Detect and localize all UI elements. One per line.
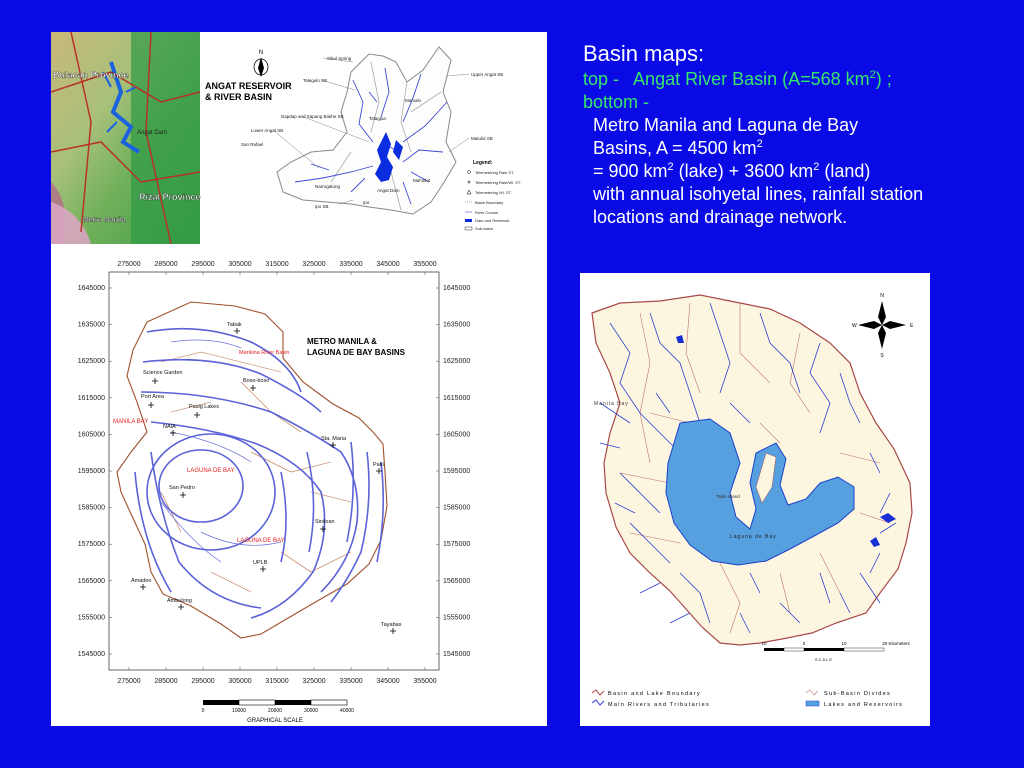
- angat-label-lower: Lower Angat SB: [251, 128, 284, 133]
- y-tick-right-2: 1625000: [443, 358, 471, 366]
- y-tick-left-7: 1575000: [77, 541, 105, 549]
- svg-text:W: W: [852, 323, 857, 329]
- bulacan-label: Bulacan Province: [53, 70, 129, 80]
- x-tick-top-2: 295000: [191, 261, 215, 268]
- svg-text:Basin and Lake Boundary: Basin and Lake Boundary: [608, 691, 701, 697]
- angat-location-photo: [51, 32, 201, 244]
- marikina-basin-label: Marikina River Basin: [239, 350, 290, 356]
- y-tick-right-9: 1555000: [443, 614, 471, 622]
- angat-label-angatdam: Angat Dam: [377, 188, 400, 193]
- manila-bay-label: MANILA BAY: [113, 419, 149, 425]
- svg-text:Port Area: Port Area: [141, 394, 164, 400]
- angat-legend: [465, 160, 521, 231]
- y-tick-left-6: 1585000: [77, 504, 105, 512]
- x-tick-bottom-4: 315000: [265, 678, 289, 685]
- angat-label-mahinlot: Mahinlot: [413, 178, 431, 183]
- svg-text:Lakes and Reservoirs: Lakes and Reservoirs: [824, 702, 904, 708]
- y-tick-right-6: 1585000: [443, 504, 471, 512]
- svg-text:Main Rivers and Tributaries: Main Rivers and Tributaries: [608, 702, 711, 708]
- svg-text:Paki: Paki: [373, 462, 384, 468]
- y-tick-left-8: 1565000: [77, 577, 105, 585]
- x-tick-labels-top: [117, 261, 436, 268]
- angat-label-matulid: Matulid SB: [471, 136, 493, 141]
- left-maps-svg: [51, 32, 547, 726]
- svg-text:10: 10: [841, 641, 847, 646]
- y-tick-left-9: 1555000: [77, 614, 105, 622]
- caption-bottom-prefix: bottom -: [583, 92, 650, 112]
- y-tick-left-4: 1605000: [77, 431, 105, 439]
- angat-title-1: ANGAT RESERVOIR: [205, 81, 292, 91]
- drainage-map-panel: [580, 273, 930, 726]
- svg-text:Sub-Basin Divides: Sub-Basin Divides: [824, 691, 892, 697]
- x-tick-top-0: 275000: [117, 261, 141, 268]
- x-tick-bottom-1: 285000: [154, 678, 178, 685]
- x-tick-bottom-5: 325000: [302, 678, 326, 685]
- svg-text:40000: 40000: [340, 708, 354, 714]
- angat-basin-map: [205, 47, 521, 231]
- lake-name-text: Laguna de Bay: [730, 534, 777, 540]
- x-tick-top-1: 285000: [154, 261, 178, 268]
- svg-text:Telemetering Rain ST.: Telemetering Rain ST.: [475, 170, 515, 175]
- x-tick-bottom-3: 305000: [228, 678, 252, 685]
- y-tick-left-0: 1645000: [77, 285, 105, 292]
- talim-island-text: Talim Island: [716, 494, 740, 499]
- manila-bay-text: Manila Bay: [594, 401, 629, 407]
- x-tick-top-4: 315000: [265, 261, 289, 268]
- svg-text:Sub-basin: Sub-basin: [475, 226, 494, 231]
- x-tick-bottom-6: 335000: [339, 678, 363, 685]
- caption-line-4: with annual isohyetal lines, rainfall station: [593, 184, 924, 204]
- svg-text:SCALE: SCALE: [814, 657, 834, 662]
- svg-text:N: N: [258, 50, 264, 56]
- caption-line-2: Basins, A = 4500 $km^2$: [593, 138, 763, 158]
- north-arrow-icon: [254, 50, 268, 77]
- x-tick-labels-bottom: [117, 678, 436, 685]
- x-tick-top-7: 345000: [376, 261, 400, 268]
- svg-text:Tabak: Tabak: [227, 322, 242, 328]
- y-tick-labels-left: [78, 285, 105, 658]
- y-tick-left-5: 1595000: [77, 468, 105, 475]
- y-tick-right-3: 1615000: [443, 394, 471, 402]
- laguna-de-bay-label-2: LAGUNA DE BAY: [237, 538, 285, 544]
- svg-text:0: 0: [802, 641, 806, 646]
- y-tick-right-10: 1545000: [443, 651, 471, 658]
- x-tick-bottom-8: 355000: [413, 678, 437, 685]
- caption-top-line: top - Angat River Basin (A=568 $km^2$) ;: [583, 69, 892, 89]
- graphical-scale: [202, 700, 355, 724]
- svg-text:Ambulong: Ambulong: [167, 598, 192, 604]
- angat-label-ipo: Ipo: [363, 200, 370, 205]
- angat-label-talegulo: Talegulo SB: [303, 78, 328, 83]
- laguna-isohyetal-map: [78, 261, 471, 724]
- svg-text:N: N: [880, 293, 884, 299]
- y-tick-left-3: 1615000: [77, 394, 105, 402]
- svg-text:Dam and Reservoir: Dam and Reservoir: [475, 218, 510, 223]
- svg-text:Basin Boundary: Basin Boundary: [475, 200, 504, 205]
- y-tick-left-2: 1625000: [77, 358, 105, 366]
- svg-text:20 Kilometers: 20 Kilometers: [882, 641, 910, 646]
- svg-text:Sta. Maria: Sta. Maria: [321, 436, 347, 442]
- angat-label-sanrafael: San Rafael: [241, 142, 264, 147]
- x-tick-top-8: 355000: [413, 261, 437, 268]
- caption-heading: Basin maps:: [583, 41, 705, 66]
- x-tick-top-6: 335000: [339, 261, 363, 268]
- svg-text:Pasig Lakes: Pasig Lakes: [189, 404, 219, 410]
- svg-text:10: 10: [761, 641, 767, 646]
- angat-label-dapdap: Dapdap and Sapang Bakhe SB: [281, 114, 344, 119]
- y-tick-right-8: 1565000: [443, 577, 471, 585]
- drainage-map-scale: [761, 641, 910, 662]
- svg-text:San Pedro: San Pedro: [169, 485, 195, 491]
- y-tick-labels-right: [443, 285, 470, 658]
- svg-text:Legend:: Legend:: [473, 160, 493, 166]
- angat-dam-label: Angat Dam: [137, 130, 168, 136]
- angat-label-talagpia: Talagpia: [369, 116, 386, 121]
- angat-label-upper: Upper Angat SB: [471, 72, 504, 77]
- svg-text:NAIA: NAIA: [163, 424, 176, 430]
- svg-text:Boso-boso: Boso-boso: [243, 378, 270, 384]
- y-tick-left-10: 1545000: [77, 651, 105, 658]
- svg-text:GRAPHICAL SCALE: GRAPHICAL SCALE: [247, 718, 303, 724]
- svg-text:River Course: River Course: [475, 210, 499, 215]
- caption-line-1: Metro Manila and Laguna de Bay: [593, 115, 859, 135]
- rizal-label: Rizal Province: [139, 192, 201, 202]
- drainage-map-svg: [580, 273, 930, 726]
- svg-text:Amadeo: Amadeo: [131, 578, 152, 584]
- x-tick-top-3: 305000: [228, 261, 252, 268]
- x-tick-top-5: 325000: [302, 261, 326, 268]
- angat-label-sibul: Sibul Spring: [327, 56, 352, 61]
- x-tick-bottom-2: 295000: [191, 678, 215, 685]
- metro-manila-label: Metro Manila: [83, 217, 126, 224]
- x-tick-bottom-0: 275000: [117, 678, 141, 685]
- svg-text:20000: 20000: [268, 708, 282, 714]
- svg-text:UPLB: UPLB: [253, 560, 268, 566]
- angat-label-narro: Narrogatung: [315, 184, 341, 189]
- laguna-de-bay-label-1: LAGUNA DE BAY: [187, 468, 235, 474]
- left-maps-panel: [51, 32, 547, 726]
- compass-rose-icon: [852, 293, 914, 359]
- svg-text:E: E: [910, 323, 914, 329]
- svg-text:Science Garden: Science Garden: [143, 370, 183, 376]
- caption-text: [583, 40, 1003, 229]
- angat-label-mamalo: Mamalo: [405, 98, 422, 103]
- laguna-map-title-2: LAGUNA DE BAY BASINS: [307, 348, 405, 357]
- svg-text:Tayabas: Tayabas: [381, 622, 402, 628]
- x-tick-bottom-7: 345000: [376, 678, 400, 685]
- svg-text:Siniloan: Siniloan: [315, 519, 335, 525]
- svg-text:30000: 30000: [304, 708, 318, 714]
- caption-line-3: = 900 $km^2$ (lake) + 3600 $km^2$ (land): [593, 161, 871, 181]
- angat-title-2: & RIVER BASIN: [205, 92, 273, 102]
- svg-text:Telemetering Wl. ST.: Telemetering Wl. ST.: [475, 190, 512, 195]
- caption-line-5: locations and drainage network.: [593, 207, 848, 227]
- svg-text:Telemetering Rain/Wl. ST.: Telemetering Rain/Wl. ST.: [475, 180, 522, 185]
- drainage-legend: [592, 690, 903, 708]
- laguna-map-title-1: METRO MANILA &: [307, 337, 377, 346]
- y-tick-right-1: 1635000: [443, 321, 471, 329]
- y-tick-right-0: 1645000: [443, 285, 471, 292]
- y-tick-right-5: 1595000: [443, 468, 471, 475]
- angat-label-iposb: Ipo SB: [315, 204, 329, 209]
- svg-text:10000: 10000: [232, 708, 246, 714]
- svg-text:0: 0: [201, 708, 205, 714]
- svg-text:S: S: [880, 353, 884, 359]
- y-tick-right-4: 1605000: [443, 431, 471, 439]
- y-tick-left-1: 1635000: [77, 321, 105, 329]
- y-tick-right-7: 1575000: [443, 541, 471, 549]
